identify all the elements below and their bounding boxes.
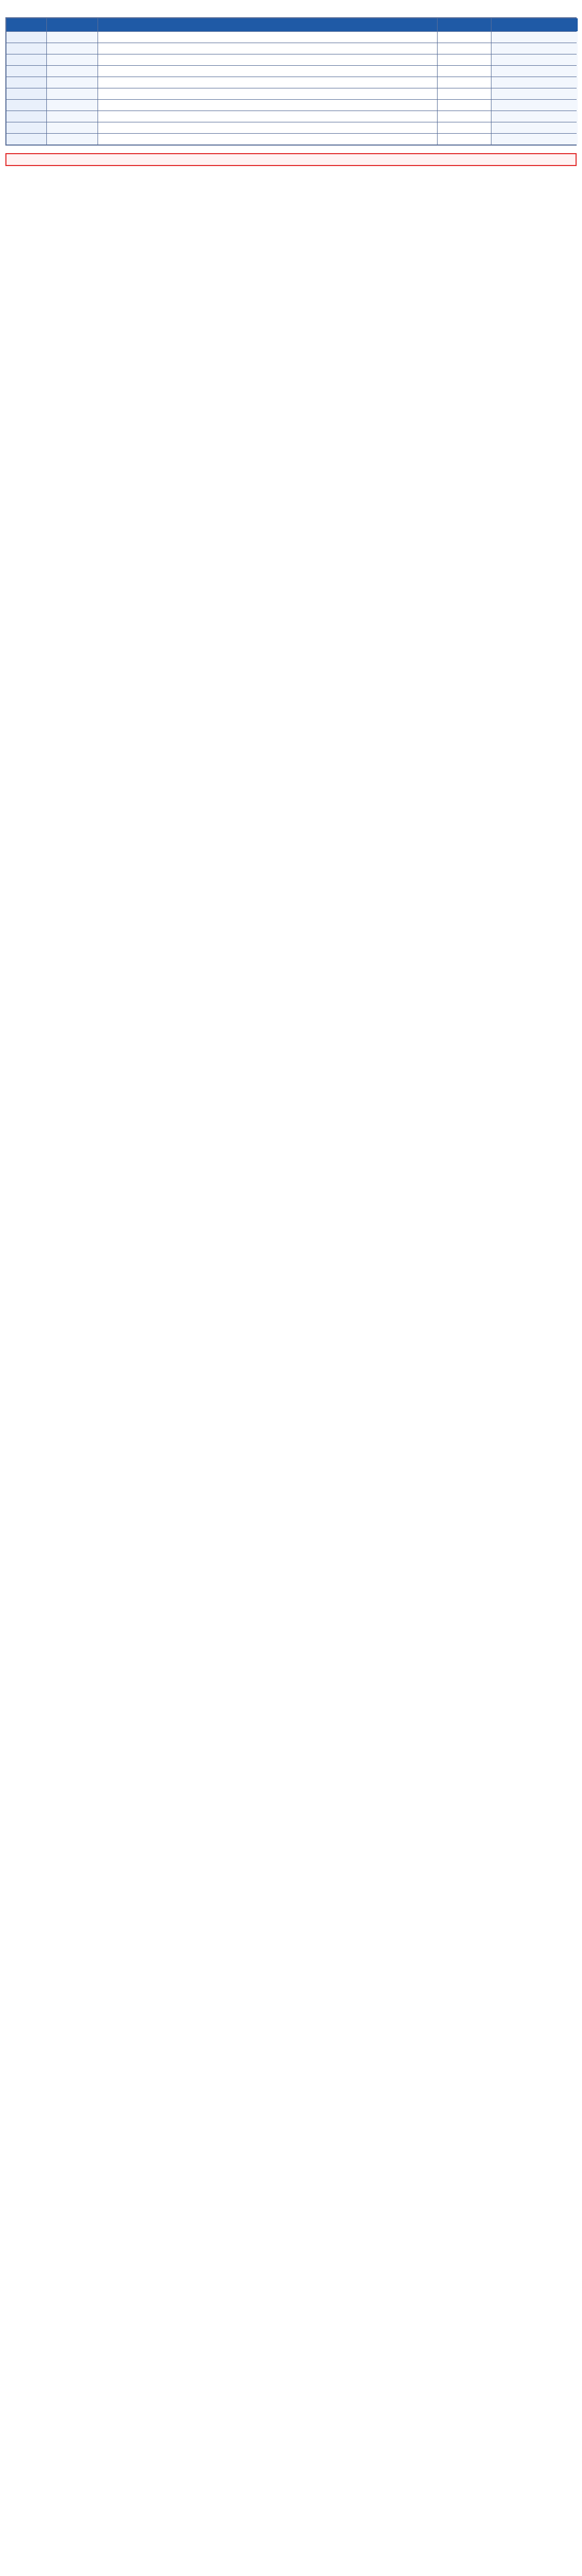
content-cell — [98, 88, 438, 99]
table-row — [6, 43, 576, 54]
stage-cell — [6, 54, 47, 65]
content-cell — [98, 100, 438, 111]
contact-cell — [491, 88, 578, 99]
content-cell — [98, 134, 438, 144]
contact-cell — [491, 54, 578, 65]
stage-cell — [6, 66, 47, 77]
contact-cell — [491, 77, 578, 88]
program-cell — [47, 100, 98, 111]
table-header-row — [6, 18, 576, 32]
table-row — [6, 54, 576, 66]
apply-cell — [438, 66, 491, 77]
content-cell — [98, 111, 438, 122]
policy-table — [5, 17, 577, 146]
header-stage — [6, 18, 47, 31]
apply-cell — [438, 88, 491, 99]
table-row — [6, 32, 576, 43]
contact-cell — [491, 134, 578, 144]
program-cell — [47, 43, 98, 54]
apply-cell — [438, 134, 491, 144]
header-apply — [438, 18, 491, 31]
apply-cell — [438, 100, 491, 111]
apply-cell — [438, 54, 491, 65]
table-row — [6, 66, 576, 77]
contact-cell — [491, 111, 578, 122]
stage-cell — [6, 122, 47, 133]
table-row — [6, 100, 576, 111]
stage-cell — [6, 100, 47, 111]
contact-cell — [491, 66, 578, 77]
content-cell — [98, 32, 438, 43]
contact-cell — [491, 122, 578, 133]
contact-cell — [491, 100, 578, 111]
program-cell — [47, 111, 98, 122]
program-cell — [47, 122, 98, 133]
contact-cell — [491, 32, 578, 43]
program-cell — [47, 77, 98, 88]
table-row — [6, 122, 576, 134]
program-cell — [47, 66, 98, 77]
table-row — [6, 134, 576, 144]
apply-cell — [438, 122, 491, 133]
stage-cell — [6, 77, 47, 88]
table-row — [6, 111, 576, 122]
stage-cell — [6, 32, 47, 43]
program-cell — [47, 54, 98, 65]
stage-cell — [6, 134, 47, 144]
content-cell — [98, 43, 438, 54]
program-cell — [47, 88, 98, 99]
apply-cell — [438, 32, 491, 43]
program-cell — [47, 32, 98, 43]
table-row — [6, 88, 576, 100]
stage-cell — [6, 43, 47, 54]
program-cell — [47, 134, 98, 144]
header-content — [98, 18, 438, 31]
apply-cell — [438, 43, 491, 54]
contact-cell — [491, 43, 578, 54]
content-cell — [98, 54, 438, 65]
notice-box — [5, 153, 577, 166]
table-row — [6, 77, 576, 88]
content-cell — [98, 66, 438, 77]
content-cell — [98, 122, 438, 133]
stage-cell — [6, 88, 47, 99]
header-contact — [491, 18, 578, 31]
stage-cell — [6, 111, 47, 122]
content-cell — [98, 77, 438, 88]
apply-cell — [438, 77, 491, 88]
apply-cell — [438, 111, 491, 122]
header-program — [47, 18, 98, 31]
